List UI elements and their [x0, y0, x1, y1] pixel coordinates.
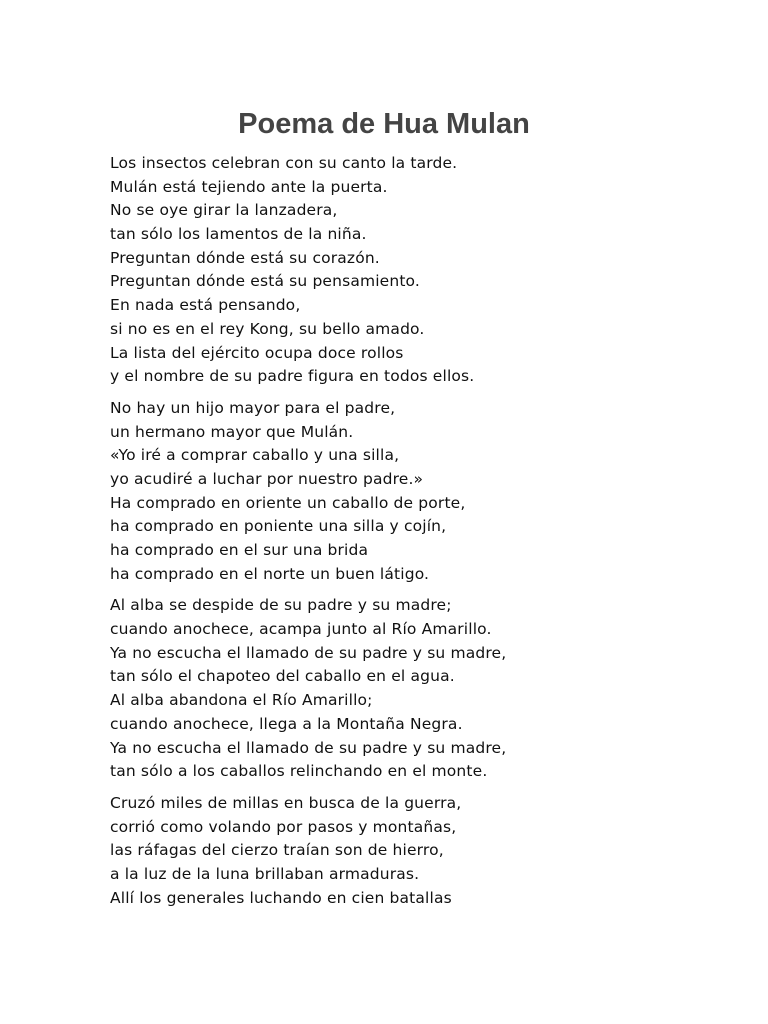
poem-body [110, 152, 730, 918]
poem-line: Preguntan dónde está su pensamiento. [110, 272, 420, 291]
poem-line: La lista del ejército ocupa doce rollos [110, 343, 404, 362]
poem-line: tan sólo a los caballos relinchando en el monte. [110, 762, 488, 781]
poem-line: a la luz de la luna brillaban armaduras. [110, 864, 420, 883]
poem-line: cuando anochece, acampa junto al Río Amarillo. [110, 620, 492, 639]
poem-line: corrió como volando por pasos y montañas, [110, 817, 457, 836]
stanza-2 [110, 397, 730, 587]
poem-line: Preguntan dónde está su corazón. [110, 248, 380, 267]
poem-line: Allí los generales luchando en cien batallas [110, 888, 452, 907]
poem-line: «Yo iré a comprar caballo y una silla, [110, 446, 400, 465]
poem-line: No se oye girar la lanzadera, [110, 201, 338, 220]
poem-line: cuando anochece, llega a la Montaña Negra. [110, 714, 463, 733]
poem-line: las ráfagas del cierzo traían son de hierro, [110, 841, 444, 860]
stanza-3 [110, 594, 730, 784]
poem-line: Al alba abandona el Río Amarillo; [110, 691, 373, 710]
poem-line: ha comprado en poniente una silla y cojín, [110, 517, 447, 536]
poem-line: Ha comprado en oriente un caballo de porte, [110, 493, 466, 512]
poem-line: y el nombre de su padre figura en todos ellos. [110, 367, 475, 386]
poem-line: Al alba se despide de su padre y su madre; [110, 596, 452, 615]
poem-line: ha comprado en el norte un buen látigo. [110, 564, 430, 583]
poem-line: Ya no escucha el llamado de su padre y su madre, [110, 643, 507, 662]
poem-line: En nada está pensando, [110, 296, 301, 315]
poem-line: un hermano mayor que Mulán. [110, 422, 354, 441]
poem-line: Cruzó miles de millas en busca de la guerra, [110, 793, 462, 812]
poem-title: Poema de Hua Mulan [238, 108, 530, 140]
poem-line: yo acudiré a luchar por nuestro padre.» [110, 469, 424, 488]
poem-line: No hay un hijo mayor para el padre, [110, 398, 396, 417]
poem-line: tan sólo los lamentos de la niña. [110, 225, 367, 244]
poem-line: tan sólo el chapoteo del caballo en el agua. [110, 667, 455, 686]
poem-line: si no es en el rey Kong, su bello amado. [110, 319, 425, 338]
stanza-1 [110, 152, 730, 389]
poem-line: Los insectos celebran con su canto la tarde. [110, 154, 458, 172]
poem-line: Ya no escucha el llamado de su padre y su madre, [110, 738, 507, 757]
stanza-4 [110, 792, 730, 910]
poem-line: Mulán está tejiendo ante la puerta. [110, 177, 388, 196]
poem-line: ha comprado en el sur una brida [110, 541, 369, 559]
